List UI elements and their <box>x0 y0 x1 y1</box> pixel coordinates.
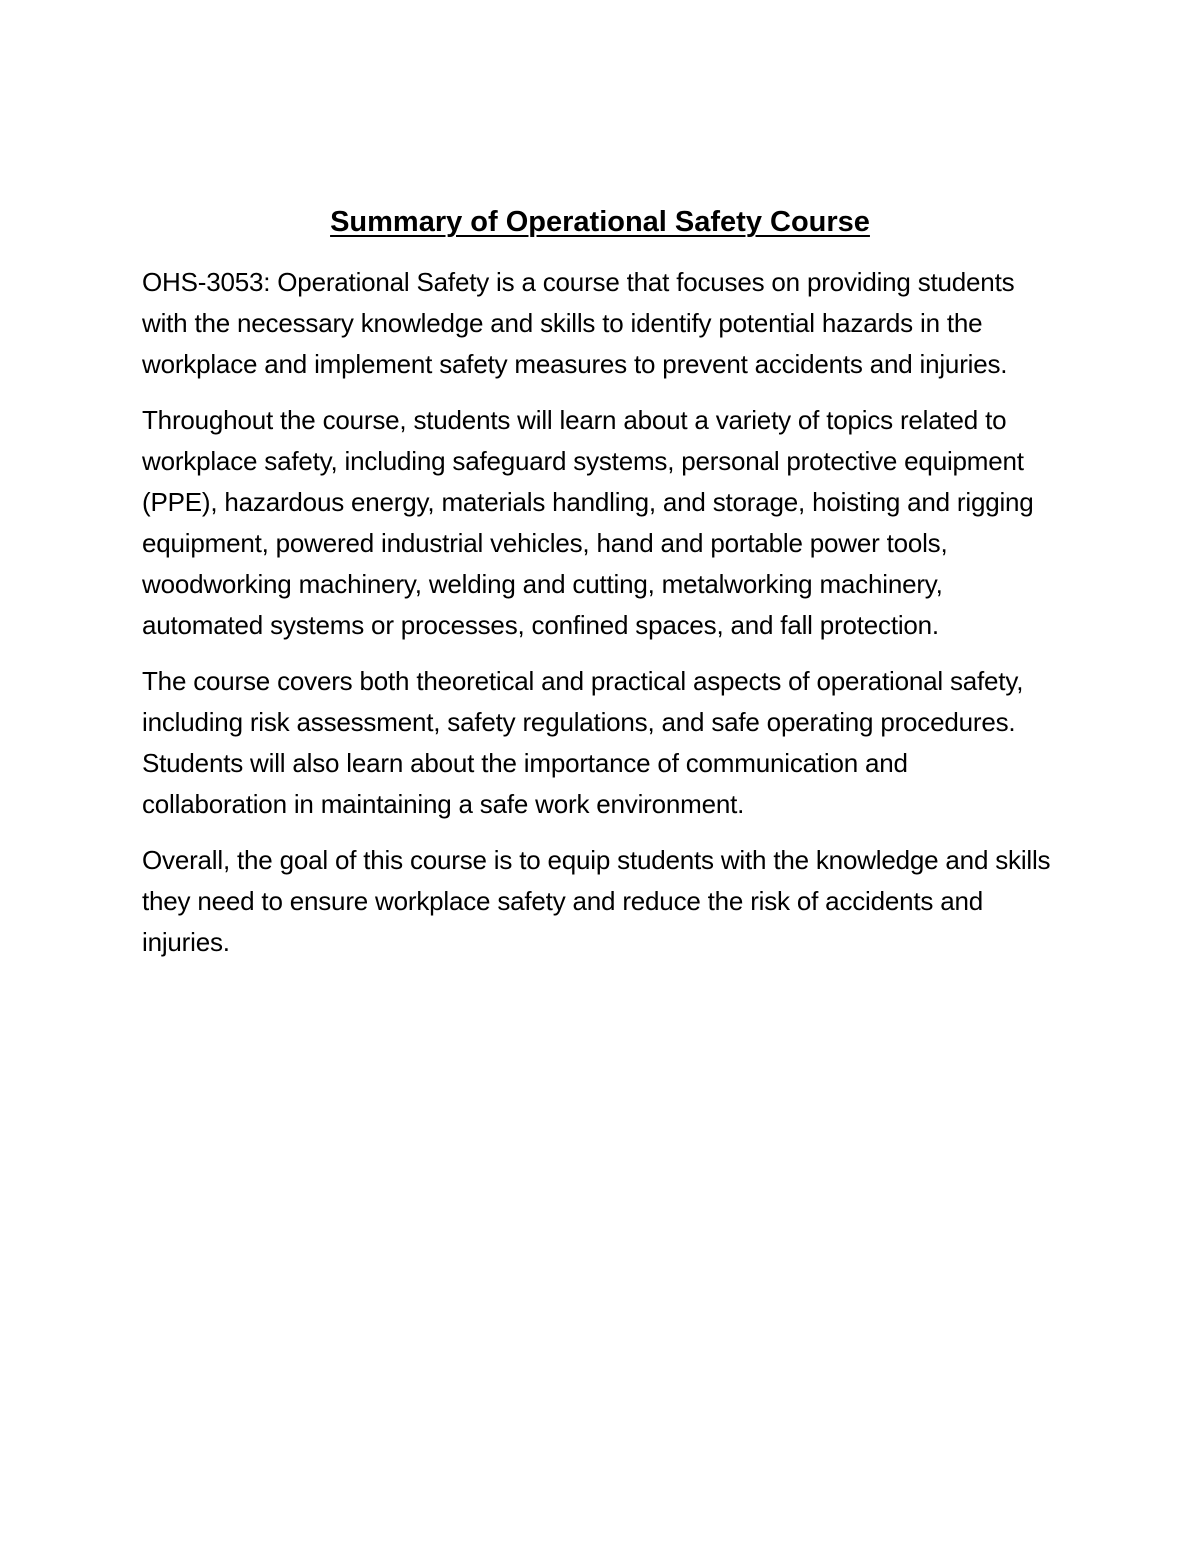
document-body <box>142 262 1054 978</box>
paragraph-intro: OHS-3053: Operational Safety is a course that focuses on providing students with the necessary knowledge and skills to identify potential hazards in the workplace and implement safety measures to prevent accidents and injuries. <box>142 267 1015 379</box>
paragraph-goal: Overall, the goal of this course is to equip students with the knowledge and skills they need to ensure workplace safety and reduce the risk of accidents and injuries. <box>142 845 1051 957</box>
paragraph-topics: Throughout the course, students will learn about a variety of topics related to workplace safety, including safeguard systems, personal protective equipment (PPE), hazardous energy, materials handling, and storage, hoisting and rigging equipment, powered industrial vehicles, hand and portable power tools, woodworking machinery, welding and cutting, metalworking machinery, automated systems or processes, confined spaces, and fall protection. <box>142 405 1034 640</box>
document-title: Summary of Operational Safety Course <box>330 206 870 238</box>
paragraph-coverage: The course covers both theoretical and practical aspects of operational safety, including risk assessment, safety regulations, and safe operating procedures. Students will also learn about the importance of communication and collaboration in maintaining a safe work environment. <box>142 666 1024 819</box>
